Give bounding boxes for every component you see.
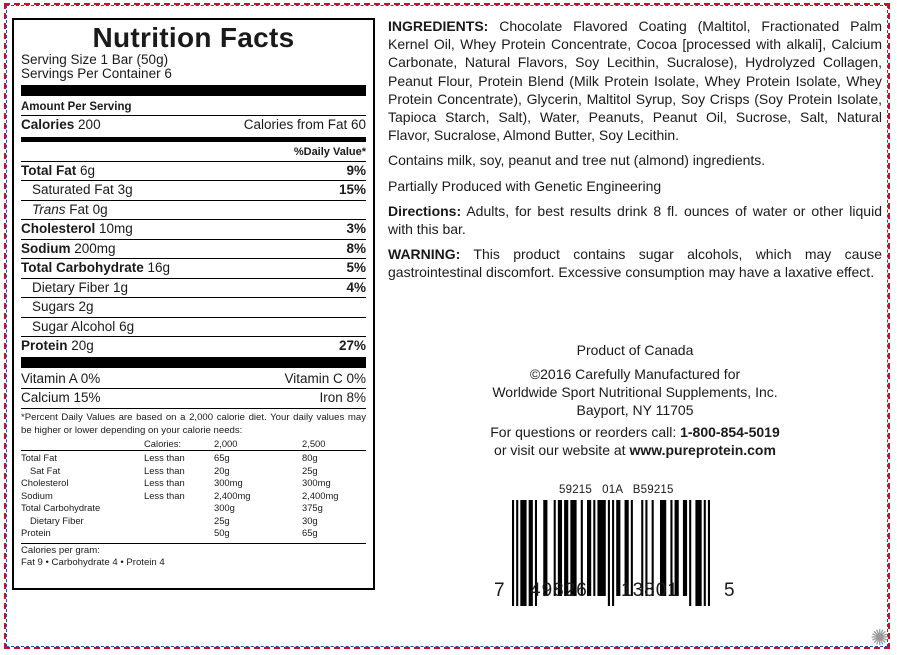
calories-label: Calories — [21, 117, 75, 132]
dv-table-row — [21, 452, 366, 465]
daily-value-header: %Daily Value* — [293, 145, 366, 158]
barcode-bar — [512, 500, 514, 606]
calories-per-gram-values: Fat 9 • Carbohydrate 4 • Protein 4 — [21, 557, 165, 568]
barcode-bar — [612, 500, 614, 606]
nutrient-row-total-carbohydrate — [21, 258, 366, 278]
nutrient-row-saturated-fat — [21, 180, 366, 200]
dv-cell: Dietary Fiber — [30, 514, 84, 526]
dv-cell: Less than — [144, 489, 185, 501]
dv-cell: 300g — [214, 502, 235, 513]
barcode-right-group: 13801 — [621, 580, 679, 601]
nutrient-dv: 27% — [338, 338, 366, 353]
warning-text: This product contains sugar alcohols, which may cause gastrointestinal discomfort. Excessive consumption may have a laxative effect. — [388, 246, 882, 281]
nutrient-dv: 8% — [346, 240, 366, 256]
calories-per-gram-label: Calories per gram: — [21, 544, 100, 556]
dv-cell: Total Carbohydrate — [21, 502, 101, 513]
vitamin-a: Vitamin A 0% — [21, 370, 101, 386]
medium-divider — [21, 137, 366, 142]
nutrient-dv: 9% — [346, 162, 366, 178]
thick-divider — [21, 357, 366, 368]
dv-table-header — [21, 438, 366, 451]
dv-cell: 2,400mg — [302, 489, 339, 501]
barcode-bar — [708, 500, 710, 606]
dv-cell: 20g — [214, 464, 230, 476]
nutrient-amount: 10mg — [99, 221, 133, 236]
contact-block — [388, 423, 882, 459]
nutrient-amount: 16g — [147, 260, 171, 275]
barcode-bar — [608, 500, 610, 606]
barcode-bar — [593, 500, 595, 596]
nutrient-amount: 1g — [113, 279, 129, 295]
nutrition-facts-panel — [12, 18, 375, 590]
lot-code: 59215 01A B59215 — [559, 484, 674, 496]
barcode-bar — [520, 500, 526, 606]
nutrient-label: Protein — [21, 338, 68, 353]
nutrient-amount: 6g — [119, 318, 135, 334]
nutrient-amount: 0g — [92, 201, 108, 217]
dv-table-row — [21, 502, 366, 515]
barcode-check-digit: 5 — [724, 580, 736, 601]
nutrient-row-trans-fat — [21, 200, 366, 220]
warning-paragraph — [388, 245, 882, 281]
dv-cell: Sat Fat — [30, 464, 61, 476]
dv-cell: 300mg — [302, 477, 331, 488]
thick-divider — [21, 85, 366, 96]
corner-starburst-icon: ✺ — [870, 626, 889, 651]
nutrient-label: Saturated Fat — [32, 182, 114, 197]
dv-cell: Less than — [144, 464, 185, 476]
thin-divider — [21, 408, 366, 409]
barcode-bar — [597, 500, 605, 596]
servings-per-container: Servings Per Container 6 — [21, 66, 172, 81]
dv-cell: 65g — [302, 527, 318, 538]
nutrient-label: Total Fat — [21, 162, 77, 178]
nutrient-label: Sugars — [32, 299, 75, 314]
dv-cell: 2,500 — [302, 437, 326, 449]
nutrient-amount: 6g — [80, 162, 96, 178]
dv-cell: Total Fat — [21, 452, 57, 463]
barcode-bar — [695, 500, 701, 606]
manufacturer-block — [388, 365, 882, 419]
directions-label: Directions: — [388, 202, 462, 219]
upc-barcode — [490, 484, 742, 606]
nutrient-label: Sugar Alcohol — [32, 318, 116, 334]
dv-cell: Sodium — [21, 489, 53, 501]
dv-table-row — [21, 527, 366, 540]
dv-cell: Calories: — [144, 437, 181, 449]
dv-cell: Less than — [144, 452, 185, 463]
nutrient-label-italic: Trans — [32, 201, 66, 217]
nutrient-label: Total Carbohydrate — [21, 260, 144, 275]
label-text-column — [388, 17, 882, 282]
barcode-bar — [689, 500, 691, 606]
phone-number: 1-800-854-5019 — [680, 424, 780, 440]
daily-value-table — [21, 438, 366, 540]
nutrient-row-sodium — [21, 239, 366, 259]
nutrient-dv: 5% — [346, 260, 366, 275]
daily-value-footnote: *Percent Daily Values are based on a 2,000 calorie diet. Your daily values may be higher or lower depending on your calorie needs: — [21, 411, 366, 436]
nutrient-dv: 3% — [346, 221, 366, 236]
calories-row — [21, 115, 366, 135]
nutrient-row-protein — [21, 336, 366, 356]
dv-cell: 25g — [214, 514, 230, 526]
nutrient-row-dietary-fiber — [21, 278, 366, 298]
vitamin-row — [21, 370, 366, 389]
nutrient-row-cholesterol — [21, 219, 366, 239]
nutrient-dv: 15% — [338, 182, 366, 197]
iron: Iron 8% — [319, 390, 366, 405]
directions-text: Adults, for best results drink 8 fl. ounces of water or other liquid with this bar. — [388, 202, 882, 238]
nutrient-dv: 4% — [346, 279, 366, 295]
calories-per-gram — [21, 543, 366, 570]
nutrient-label: Sodium — [21, 240, 71, 256]
nutrient-row-sugar-alcohol — [21, 317, 366, 337]
dv-cell: 375g — [302, 502, 323, 513]
calories-value: 200 — [78, 117, 101, 132]
calcium: Calcium 15% — [21, 390, 101, 405]
nutrition-title: Nutrition Facts — [92, 22, 295, 53]
nutrient-row-total-fat — [21, 161, 366, 181]
ingredients-paragraph — [388, 17, 882, 144]
barcode-left-group: 49826 — [530, 580, 588, 601]
barcode-bar — [516, 500, 518, 606]
directions-paragraph — [388, 202, 882, 238]
dv-cell: 2,400mg — [214, 489, 251, 501]
dv-cell: 80g — [302, 452, 318, 463]
dv-cell: 30g — [302, 514, 318, 526]
dv-table-row — [21, 490, 366, 503]
nutrient-row-sugars — [21, 297, 366, 317]
website-prefix: or visit our website at — [494, 442, 630, 458]
barcode-first-digit: 7 — [494, 580, 506, 601]
manufacturer-line: Bayport, NY 11705 — [576, 402, 694, 418]
dv-table-row — [21, 477, 366, 490]
dv-cell: Less than — [144, 477, 185, 488]
dv-cell: Protein — [21, 527, 51, 538]
dv-cell: 65g — [214, 452, 230, 463]
nutrient-label: Dietary Fiber — [32, 279, 110, 295]
nutrient-amount: 2g — [78, 299, 94, 314]
origin-statement: Product of Canada — [576, 342, 694, 358]
dv-cell — [21, 438, 144, 451]
vitamin-c: Vitamin C 0% — [284, 370, 366, 386]
dv-cell: 50g — [214, 527, 230, 538]
nutrient-amount: 3g — [117, 182, 133, 197]
barcode-bar — [704, 500, 706, 606]
dv-table-row — [21, 465, 366, 478]
dv-cell: 2,000 — [214, 437, 238, 449]
ingredients-text: Chocolate Flavored Coating (Maltitol, Fractionated Palm Kernel Oil, Whey Protein Concentrate, Cocoa [processed with alkali], Calcium Carbonate, Natural Flavors, Soy Lecithin, Sucralose), Hydrolyzed Collagen, Peanut Flour, Protein Blend (Milk Protein Isolate, Whey Protein Isolate, Whey Protein Concentrate), Glycerin, Maltitol Syrup, Soy Crisps (Soy Protein Isolate, Tapioca Starch, Salt), Water, Peanuts, Peanut Oil, Sucrose, Salt, Natural Flavor, Sucralose, Almond Butter, Soy Lecithin. — [388, 18, 883, 144]
amount-per-serving: Amount Per Serving — [21, 101, 132, 113]
manufacturer-line: Worldwide Sport Nutritional Supplements, Inc. — [492, 384, 778, 400]
nutrient-label: Fat — [69, 201, 89, 217]
dv-cell — [144, 527, 214, 540]
website-link: www.pureprotein.com — [629, 442, 776, 458]
contact-prefix: For questions or reorders call: — [490, 424, 681, 440]
dv-cell: 25g — [302, 464, 318, 476]
dv-cell: Cholesterol — [21, 477, 69, 488]
nutrient-label: Cholesterol — [21, 221, 96, 236]
nutrient-amount: 20g — [71, 338, 94, 353]
dv-table-row — [21, 515, 366, 528]
mineral-row — [21, 388, 366, 408]
manufacturer-line: ©2016 Carefully Manufactured for — [529, 366, 741, 382]
nutrient-amount: 200mg — [74, 240, 116, 256]
barcode-bar — [616, 500, 620, 596]
barcode-bar — [683, 500, 687, 596]
dv-cell: 300mg — [214, 477, 243, 488]
ge-statement: Partially Produced with Genetic Engineering — [388, 177, 662, 194]
dv-cell — [144, 515, 214, 528]
dv-cell — [144, 502, 214, 515]
ingredients-label: INGREDIENTS: — [388, 18, 489, 34]
warning-label: WARNING: — [388, 246, 461, 263]
calories-from-fat: Calories from Fat 60 — [243, 117, 366, 132]
allergen-statement: Contains milk, soy, peanut and tree nut (almond) ingredients. — [388, 152, 766, 169]
serving-size: Serving Size 1 Bar (50g) — [21, 52, 169, 67]
